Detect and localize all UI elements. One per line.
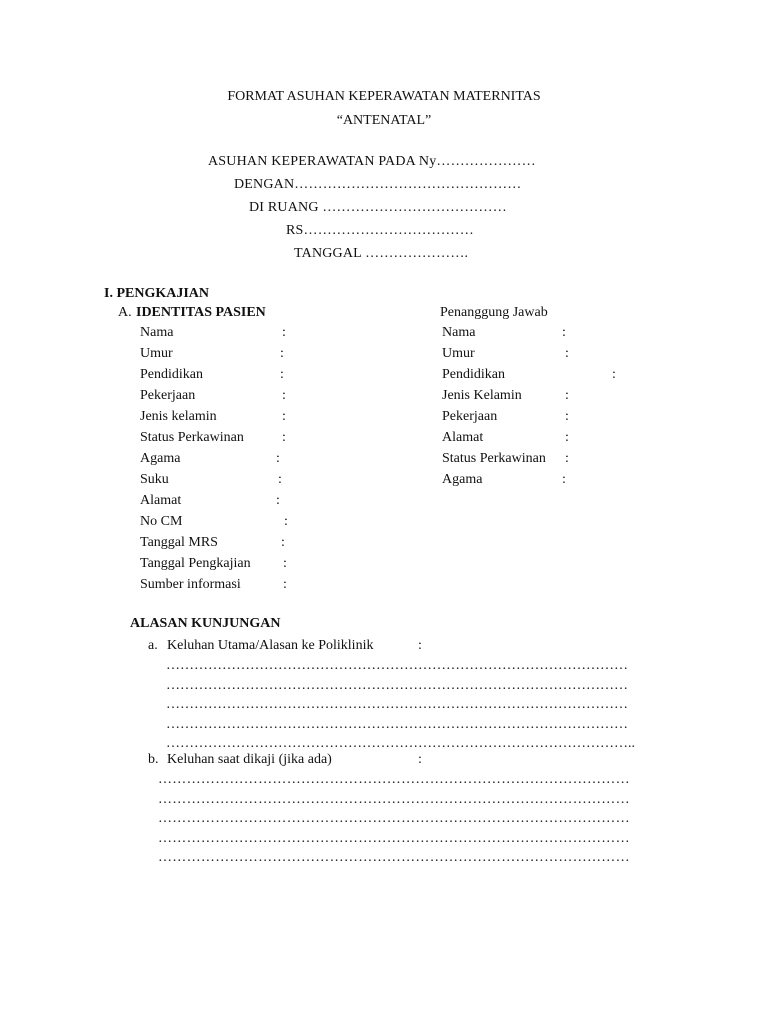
- dotted-answer-line: ………………………………………………………………………………………: [158, 830, 630, 846]
- patient-field-label: Umur: [140, 346, 173, 361]
- guardian-field-colon: :: [565, 388, 569, 403]
- item-b-label: Keluhan saat dikaji (jika ada): [167, 752, 332, 767]
- dotted-answer-line: ………………………………………………………………………………………: [166, 658, 628, 673]
- item-b-colon: :: [418, 752, 422, 767]
- guardian-field-colon: :: [565, 451, 569, 466]
- patient-field-label: Pendidikan: [140, 367, 203, 382]
- dotted-answer-line: ………………………………………………………………………………………: [158, 772, 630, 787]
- dotted-answer-line: ………………………………………………………………………………………: [166, 677, 628, 693]
- patient-field-colon: :: [281, 535, 285, 550]
- patient-field-label: Tanggal Pengkajian: [140, 556, 251, 571]
- patient-field-colon: :: [280, 346, 284, 361]
- patient-field-label: Alamat: [140, 493, 182, 508]
- guardian-field-colon: :: [612, 367, 616, 382]
- guardian-field-label: Pendidikan: [442, 367, 505, 382]
- item-a-label: Keluhan Utama/Alasan ke Poliklinik: [167, 638, 374, 653]
- dotted-answer-line: ………………………………………………………………………………………: [158, 791, 630, 807]
- item-b-prefix: b.: [148, 752, 159, 767]
- patient-field-colon: :: [283, 556, 287, 571]
- guardian-field-label: Alamat: [442, 430, 484, 445]
- intro-room-line: DI RUANG …………………………………: [249, 200, 507, 215]
- guardian-field-label: Nama: [442, 325, 476, 340]
- guardian-field-label: Agama: [442, 472, 483, 487]
- patient-field-colon: :: [276, 451, 280, 466]
- item-a-prefix: a.: [148, 638, 158, 653]
- guardian-field-label: Umur: [442, 346, 475, 361]
- patient-field-colon: :: [282, 409, 286, 424]
- patient-field-label: Nama: [140, 325, 174, 340]
- guardian-title: Penanggung Jawab: [440, 305, 548, 320]
- patient-field-colon: :: [280, 367, 284, 382]
- patient-field-colon: :: [282, 325, 286, 340]
- patient-field-label: Jenis kelamin: [140, 409, 217, 424]
- intro-diagnosis-line: DENGAN…………………………………………: [234, 177, 522, 192]
- document-subtitle: “ANTENATAL”: [336, 113, 432, 128]
- section-heading-pengkajian: I. PENGKAJIAN: [104, 286, 210, 301]
- patient-field-label: No CM: [140, 514, 183, 529]
- guardian-field-colon: :: [565, 409, 569, 424]
- patient-field-label: Agama: [140, 451, 181, 466]
- dotted-answer-line: ………………………………………………………………………………………: [166, 716, 628, 732]
- patient-field-label: Sumber informasi: [140, 577, 241, 592]
- patient-field-colon: :: [282, 430, 286, 445]
- intro-patient-line: ASUHAN KEPERAWATAN PADA Ny…………………: [208, 154, 536, 169]
- guardian-field-colon: :: [565, 430, 569, 445]
- guardian-field-colon: :: [562, 325, 566, 340]
- dotted-answer-line: ………………………………………………………………………………………: [166, 697, 628, 712]
- dotted-answer-line: ………………………………………………………………………………………..: [166, 736, 635, 751]
- guardian-field-label: Jenis Kelamin: [442, 388, 522, 403]
- patient-field-label: Tanggal MRS: [140, 535, 218, 550]
- guardian-field-colon: :: [565, 346, 569, 361]
- guardian-field-label: Pekerjaan: [442, 409, 498, 424]
- patient-field-label: Suku: [140, 472, 169, 487]
- patient-field-colon: :: [284, 514, 288, 529]
- dotted-answer-line: ………………………………………………………………………………………: [158, 850, 630, 865]
- patient-field-label: Pekerjaan: [140, 388, 196, 403]
- subsection-title-identitas: IDENTITAS PASIEN: [136, 305, 266, 320]
- item-a-colon: :: [418, 638, 422, 653]
- patient-field-colon: :: [283, 577, 287, 592]
- section-heading-alasan: ALASAN KUNJUNGAN: [130, 616, 281, 631]
- patient-field-colon: :: [276, 493, 280, 508]
- guardian-field-label: Status Perkawinan: [442, 451, 546, 466]
- intro-date-line: TANGGAL ………………….: [294, 246, 469, 261]
- patient-field-colon: :: [282, 388, 286, 403]
- document-title: FORMAT ASUHAN KEPERAWATAN MATERNITAS: [227, 89, 541, 104]
- dotted-answer-line: ………………………………………………………………………………………: [158, 811, 630, 826]
- intro-hospital-line: RS………………………………: [286, 223, 474, 238]
- guardian-field-colon: :: [562, 472, 566, 487]
- subsection-prefix: A.: [118, 305, 132, 320]
- patient-field-colon: :: [278, 472, 282, 487]
- patient-field-label: Status Perkawinan: [140, 430, 244, 445]
